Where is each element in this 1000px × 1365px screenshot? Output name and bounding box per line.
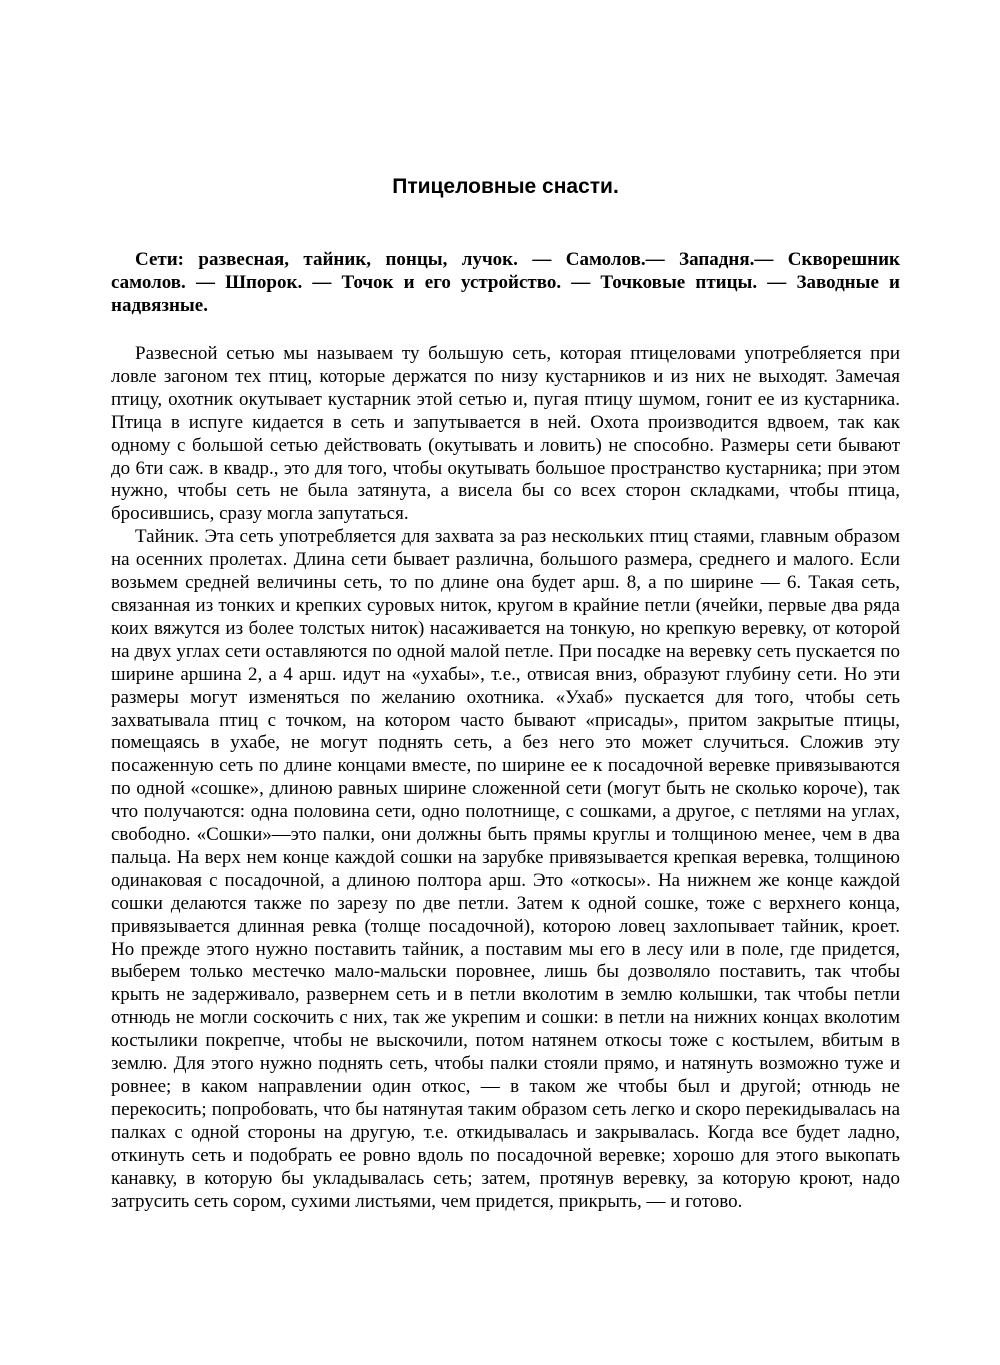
document-page (111, 170, 900, 1213)
chapter-summary: Сети: развесная, тайник, понцы, лучок. — Самолов.— Западня.— Скворешник самолов. — Шпорок. — Точок и его устройство. — Точковые птицы. — Заводные и надвязные. (111, 249, 900, 316)
paragraph-razvesnaya-set: Развесной сетью мы называем ту большую сеть, которая птицеловами употребляется при ловле загоном тех птиц, которые держатся по низу кустарников и из них не выходят. Замечая птицу, охотник окутывает кустарник этой сетью и, пугая птицу шумом, гонит ее из кустарника. Птица в испуге кидается в сеть и запутывается в ней. Охота производится вдвоем, так как одному с большой сетью действовать (окутывать и ловить) не способно. Размеры сети бывают до 6ти саж. в квадр., это для того, чтобы окутывать большое пространство кустарника; при этом нужно, чтобы сеть не была затянута, а висела бы со всех сторон складками, чтобы птица, бросившись, сразу могла запутаться. (111, 343, 900, 525)
page-title: Птицеловные снасти. (392, 175, 619, 198)
paragraph-tainik: Тайник. Эта сеть употребляется для захвата за раз нескольких птиц стаями, главным образом на осенних пролетах. Длина сети бывает различна, большого размера, среднего и малого. Если возьмем средней величины сеть, то по длине она будет арш. 8, а по ширине — 6. Такая сеть, связанная из тонких и крепких суровых ниток, кругом в крайние петли (ячейки, первые два ряда коих вяжутся из более толстых ниток) насаживается на тонкую, но крепкую веревку, от которой на двух углах сети оставляются по одной малой петле. При посадке на веревку сеть пускается по ширине аршина 2, а 4 арш. идут на «ухабы», т.е., отвисая вниз, образуют глубину сети. Но эти размеры могут изменяться по желанию охотника. «Ухаб» пускается для того, чтобы сеть захватывала птиц с точком, на котором часто бывают «присады», притом закрытые птицы, помещаясь в ухабе, не могут поднять сеть, а без него это может случиться. Сложив эту посаженную сеть по длине концами вместе, по ширине ее к посадочной веревке привязываются по одной «сошке», длиною равных ширине сложенной сети (могут быть не сколько короче), так что получаются: одна половина сети, одно полотнище, с сошками, а другое, с петлями на углах, свободно. «Сошки»—это палки, они должны быть прямы круглы и толщиною менее, чем в два пальца. На верх нем конце каждой сошки на зарубке привязывается крепкая веревка, толщиною одинаковая с посадочной, а длиною полтора арш. Это «откосы». На нижнем же конце каждой сошки делаются также по зарезу по две петли. Затем к одной сошке, тоже с верхнего конца, привязывается длинная ревка (толще посадочной), которою ловец захлопывает тайник, кроет. Но прежде этого нужно поставить тайник, а поставим мы его в лесу или в поле, где придется, выберем только местечко мало-мальски поровнее, лишь бы дозволяло поставить, так чтобы крыть не задерживало, развернем сеть и в петли вколотим в землю колышки, так чтобы петли отнюдь не могли соскочить с них, так же укрепим и сошки: в петли на нижних концах вколотим костылики покрепче, чтобы не выскочили, потом натянем откосы тоже с костылем, вбитым в землю. Для этого нужно поднять сеть, чтобы палки стояли прямо, и натянуть возможно туже и ровнее; в каком направлении один откос, — в таком же чтобы был и другой; отнюдь не перекосить; попробовать, что бы натянутая таким образом сеть легко и скоро перекидывалась на палках с одной стороны на другую, т.е. откидывалась и закрывалась. Когда все будет ладно, откинуть сеть и подобрать ее ровно вдоль по посадочной веревке; хорошо для этого выкопать канавку, в которую бы укладывалась сеть; затем, протянув веревку, за которую кроют, надо затрусить сеть сором, сухими листьями, чем придется, прикрыть, — и готово. (111, 526, 900, 1212)
